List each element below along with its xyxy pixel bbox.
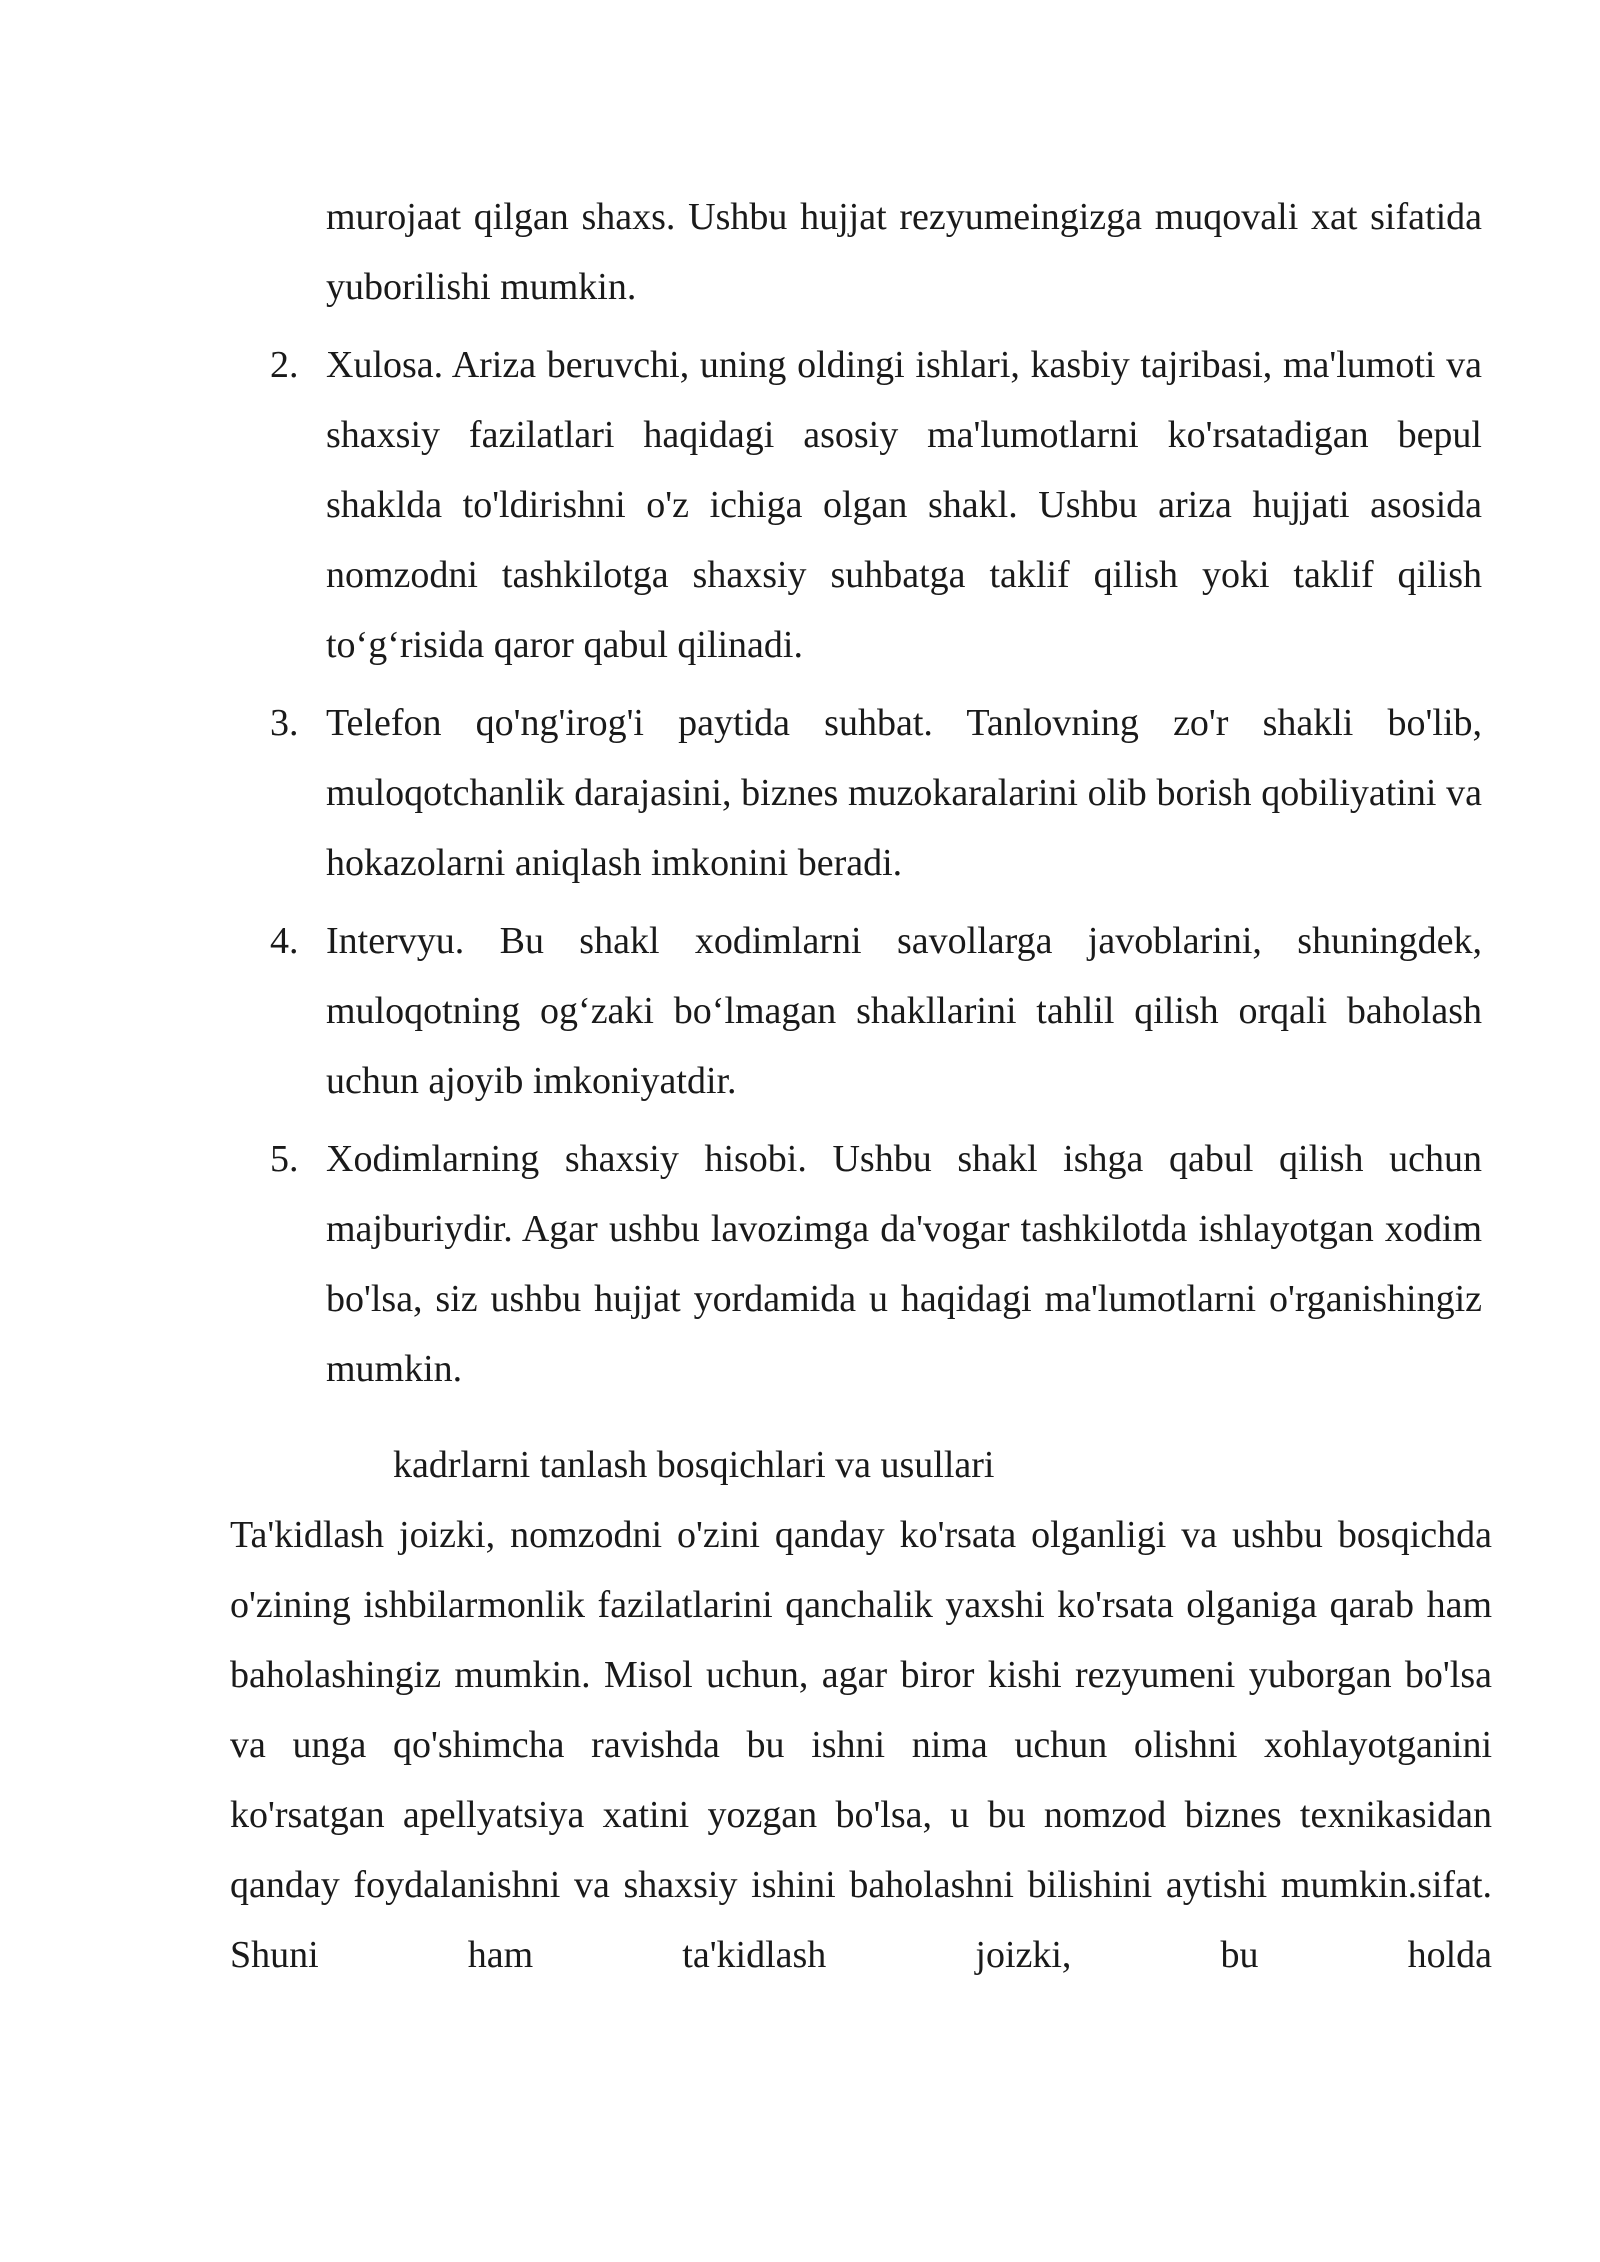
list-item-text: Xodimlarning shaxsiy hisobi. Ushbu shakl ishga qabul qilish uchun majburiydir. Agar ushbu lavozimga da'vogar tashkilotda ishlayotgan xodim bo'lsa, siz ushbu hujjat yordamida u haqidagi ma'lumotlarni o'rganishingiz mumkin. xyxy=(326,1138,1482,1390)
list-item-text: murojaat qilgan shaxs. Ushbu hujjat rezyumeingizga muqovali xat sifatida yuborilishi mumkin. xyxy=(326,196,1482,308)
body-paragraph: Ta'kidlash joizki, nomzodni o'zini qanday ko'rsata olganligi va ushbu bosqichda o'zining ishbilarmonlik fazilatlarini qanchalik yaxshi ko'rsata olganiga qarab ham baholashingiz mumkin. Misol uchun, agar biror kishi rezyumeni yuborgan bo'lsa va unga qo'shimcha ravishda bu ishni nima uchun olishni xohlayotganini ko'rsatgan apellyatsiya xatini yozgan bo'lsa, u bu nomzod biznes texnikasidan qanday foydalanishni va shaxsiy ishini baholashni bilishini aytishi mumkin.sifat. Shuni ham ta'kidlash joizki, bu holda xyxy=(230,1514,1492,1976)
list-item xyxy=(270,906,1492,1116)
section-heading: kadrlarni tanlash bosqichlari va usullari xyxy=(393,1444,995,1486)
list-item xyxy=(270,688,1492,898)
list-item xyxy=(270,1124,1492,1404)
list-item-continuation xyxy=(270,182,1492,322)
list-item-number: 4. xyxy=(270,920,299,962)
list-item-number: 2. xyxy=(270,344,299,386)
list-item-text: Xulosa. Ariza beruvchi, uning oldingi ishlari, kasbiy tajribasi, ma'lumoti va shaxsiy fazilatlari haqidagi asosiy ma'lumotlarni ko'rsatadigan bepul shaklda to'ldirishni o'z ichiga olgan shakl. Ushbu ariza hujjati asosida nomzodni tashkilotga shaxsiy suhbatga taklif qilish yoki taklif qilish to‘g‘risida qaror qabul qilinadi. xyxy=(326,344,1482,666)
list-item-number: 5. xyxy=(270,1138,299,1180)
list-item-text: Intervyu. Bu shakl xodimlarni savollarga javoblarini, shuningdek, muloqotning og‘zaki bo‘lmagan shakllarini tahlil qilish orqali baholash uchun ajoyib imkoniyatdir. xyxy=(326,920,1482,1102)
list-item-text: Telefon qo'ng'irog'i paytida suhbat. Tanlovning zo'r shakli bo'lib, muloqotchanlik darajasini, biznes muzokaralarini olib borish qobiliyatini va hokazolarni aniqlash imkonini beradi. xyxy=(326,702,1482,884)
numbered-list xyxy=(270,182,1492,1412)
list-item-number: 3. xyxy=(270,702,299,744)
list-item xyxy=(270,330,1492,680)
